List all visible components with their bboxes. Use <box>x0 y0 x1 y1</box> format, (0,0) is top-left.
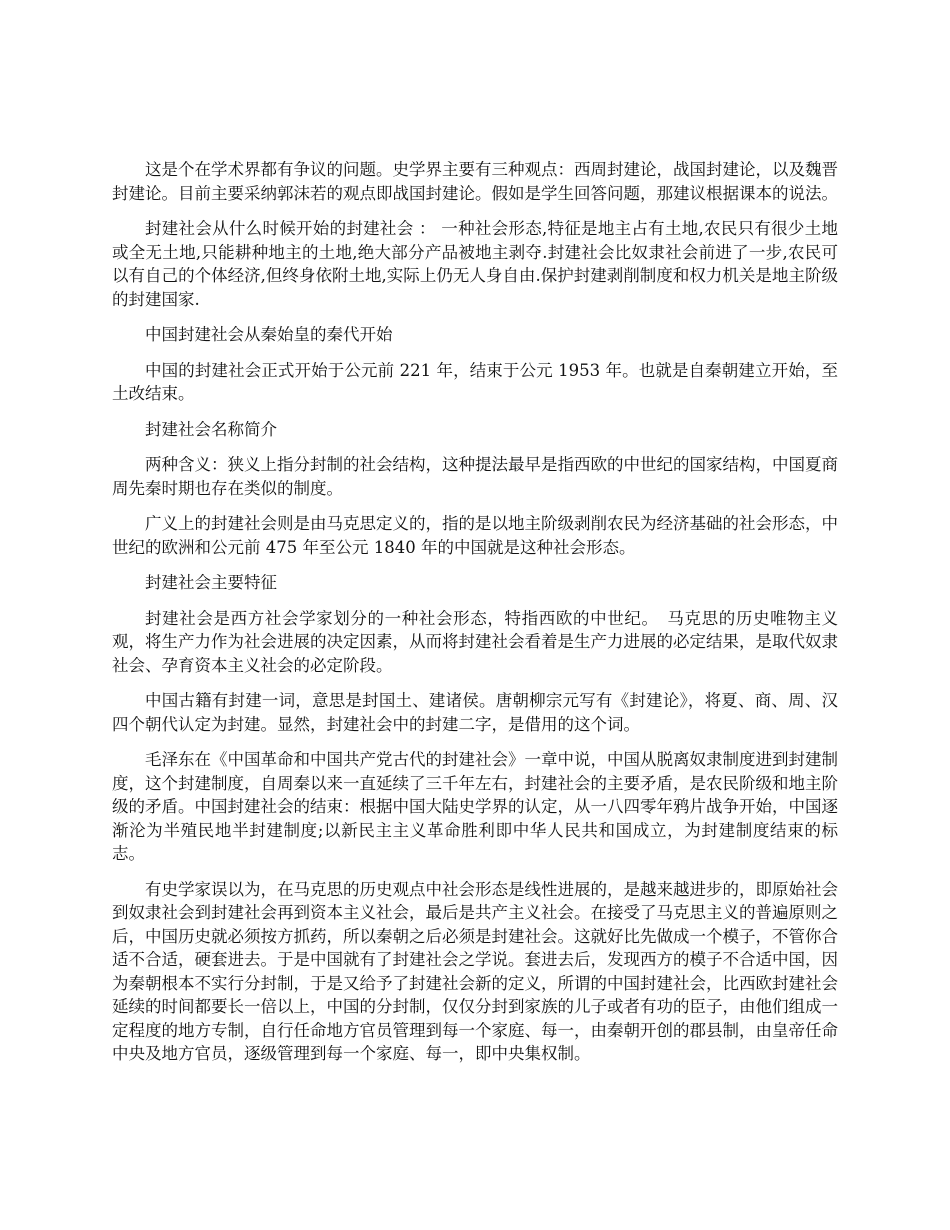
paragraph-intro: 这是个在学术界都有争议的问题。史学界主要有三种观点：西周封建论，战国封建论，以及魏晋封建论。目前主要采纳郭沫若的观点即战国封建论。假如是学生回答问题，那建议根据课本的说法。 <box>112 160 838 203</box>
paragraph-historians-view: 有史学家误以为，在马克思的历史观点中社会形态是线性进展的，是越来越进步的，即原始社会到奴隶社会到封建社会再到资本主义社会，最后是共产主义社会。在接受了马克思主义的普遍原则之后，中国历史就必须按方抓药，所以秦朝之后必须是封建社会。这就好比先做成一个模子，不管你合适不合适，硬套进去。于是中国就有了封建社会之学说。套进去后，发现西方的模子不合适中国，因为秦朝根本不实行分封制，于是又给予了封建社会新的定义，所谓的中国封建社会，比西欧封建社会延续的时间都要长一倍以上，中国的分封制，仅仅分封到家族的儿子或者有功的臣子，由他们组成一定程度的地方专制，自行任命地方官员管理到每一个家庭、每一，由秦朝开创的郡县制，由皇帝任命中央及地方官员，逐级管理到每一个家庭、每一，即中央集权制。 <box>112 879 838 1063</box>
paragraph-mao-view: 毛泽东在《中国革命和中国共产党古代的封建社会》一章中说，中国从脱离奴隶制度进到封建制度，这个封建制度，自周秦以来一直延续了三千年左右，封建社会的主要矛盾，是农民阶级和地主阶级的矛盾。中国封建社会的结束：根据中国大陆史学界的认定，从一八四零年鸦片战争开始，中国逐渐沦为半殖民地半封建制度;以新民主主义革命胜利即中华人民共和国成立，为封建制度结束的标志。 <box>112 750 838 863</box>
document-body <box>112 158 838 1078</box>
paragraph-western-view: 封建社会是西方社会学家划分的一种社会形态，特指西欧的中世纪。 马克思的历史唯物主义观，将生产力作为社会进展的决定因素，从而将封建社会看着是生产力进展的必定结果，是取代奴隶社会、孕育资本主义社会的必定阶段。 <box>112 608 838 675</box>
paragraph-ancient-term: 中国古籍有封建一词，意思是封国土、建诸侯。唐朝柳宗元写有《封建论》，将夏、商、周、汉四个朝代认定为封建。显然，封建社会中的封建二字，是借用的这个词。 <box>112 691 838 734</box>
paragraph-two-meanings: 两种含义：狭义上指分封制的社会结构，这种提法最早是指西欧的中世纪的国家结构，中国夏商周先秦时期也存在类似的制度。 <box>112 455 838 498</box>
paragraph-definition: 封建社会从什么时候开始的封建社会 ： 一种社会形态,特征是地主占有土地,农民只有很少土地或全无土地,只能耕种地主的土地,绝大部分产品被地主剥夺.封建社会比奴隶社会前进了一步,农民可以有自己的个体经济,但终身依附土地,实际上仍无人身自由.保护封建剥削制度和权力机关是地主阶级的封建国家. <box>112 219 838 309</box>
paragraph-broad-meaning: 广义上的封建社会则是由马克思定义的，指的是以地主阶级剥削农民为经济基础的社会形态，中世纪的欧洲和公元前 475 年至公元 1840 年的中国就是这种社会形态。 <box>112 514 838 557</box>
heading-qin-start: 中国封建社会从秦始皇的秦代开始 <box>145 325 393 344</box>
heading-name-intro: 封建社会名称简介 <box>145 419 277 439</box>
heading-main-features: 封建社会主要特征 <box>145 573 277 592</box>
paragraph-start-end-dates: 中国的封建社会正式开始于公元前 221 年，结束于公元 1953 年。也就是自秦朝建立开始，至土改结束。 <box>112 360 838 403</box>
